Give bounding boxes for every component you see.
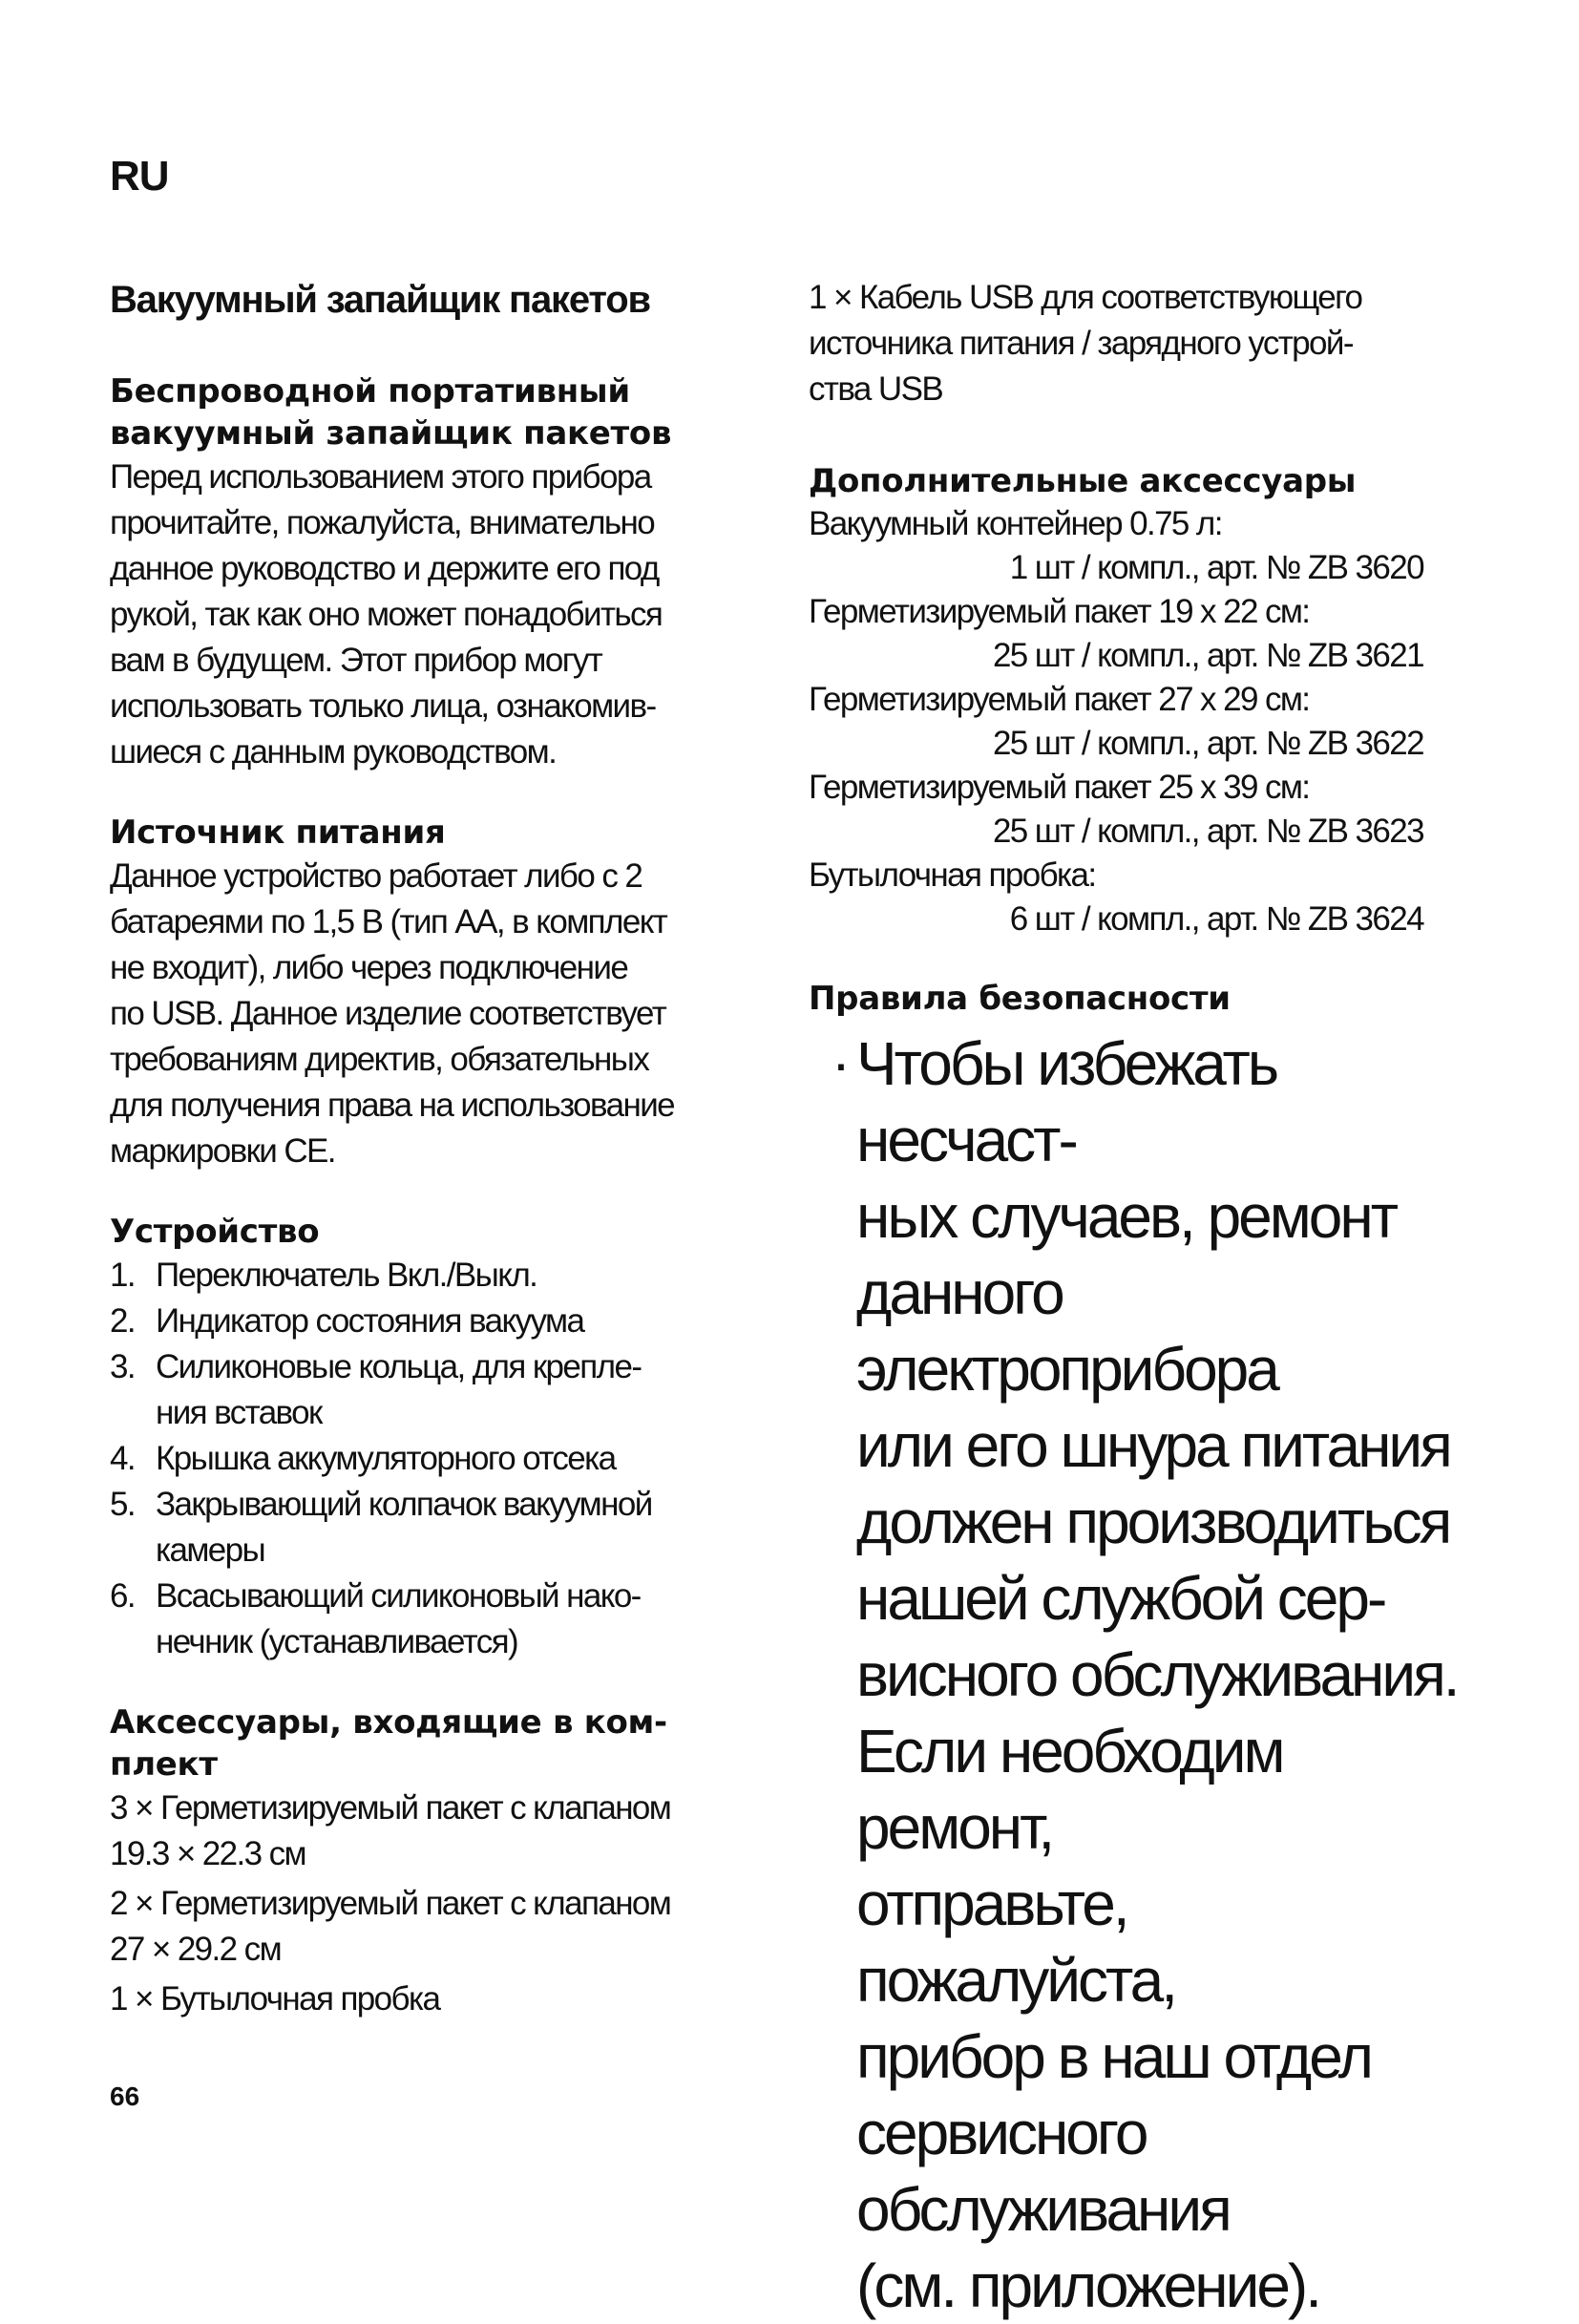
included-item: 2 × Герметизируемый пакет с клапаном 27 × 29.2 см [110,1885,671,1968]
list-item [110,1574,740,1665]
optional-item-detail: 25 шт / компл., арт. № ZB 3622 [992,725,1423,762]
device-heading: Устройство [110,1213,320,1251]
item-text: Индикатор состояния вакуума [156,1302,584,1340]
item-text: Всасывающий силиконовый нако- нечник (устанавливается) [156,1577,641,1660]
device-parts-list [110,1253,740,1665]
optional-item [809,766,1458,854]
optional-item-name: Вакуумный контейнер 0.75 л: [809,505,1222,542]
item-number: 2. [110,1302,135,1340]
safety-note-text: Чтобы избежать несчаст- ных случаев, ремонт данного электроприбора или его шнура питания должен производиться нашей службой сер- висного обслуживания. Если необходим ремонт, отправьте, пожалуйста, прибор в наш отдел сервисного обслуживания (см. приложение). [856,1029,1458,2320]
page-number: 66 [110,2081,140,2111]
included-heading: Аксессуары, входящие в ком- плект [110,1703,667,1784]
optional-item-detail: 1 шт / компл., арт. № ZB 3620 [1009,549,1423,586]
optional-item-name: Бутылочная пробка: [809,856,1096,894]
power-heading: Источник питания [110,813,446,852]
safety-heading: Правила безопасности [809,980,1231,1018]
included-item: 3 × Герметизируемый пакет с клапаном 19.3 × 22.3 см [110,1789,671,1872]
safety-note [809,1025,1458,2324]
optional-item [809,678,1458,766]
page-title: Вакуумный запайщик пакетов [110,279,650,321]
item-text: Переключатель Вкл./Выкл. [156,1257,537,1294]
included-item: 1 × Бутылочная пробка [110,1980,440,2018]
safety-section [809,978,1458,2324]
optional-item-detail: 6 шт / компл., арт. № ZB 3624 [1009,900,1423,938]
intro-section [110,370,740,775]
device-section [110,1211,740,1665]
item-number: 4. [110,1440,135,1477]
right-column [809,277,1458,2324]
list-item [110,1436,740,1482]
item-text: Силиконовые кольца, для крепле- ния вставок [156,1348,642,1431]
power-text: Данное устройство работает либо с 2 батареями по 1,5 В (тип АА, в комплект не входит), либо через подключение по USB. Данное изделие соответствует требованиям директив, обязательных для получения права на использование маркировки CE. [110,857,675,1170]
optional-item [809,854,1458,941]
intro-text: Перед использованием этого прибора прочитайте, пожалуйста, внимательно данное руководство и держите его под рукой, так как оно может понадобиться вам в будущем. Этот прибор могут использовать только лица, ознакомив- шиеся с данным руководством. [110,458,663,771]
item-number: 1. [110,1257,135,1294]
optional-section [809,460,1458,941]
optional-item-detail: 25 шт / компл., арт. № ZB 3623 [992,813,1423,850]
intro-heading: Беспроводной портативный вакуумный запайщик пакетов [110,372,672,453]
list-item [110,1344,740,1436]
optional-heading: Дополнительные аксессуары [809,462,1357,500]
optional-item-name: Герметизируемый пакет 19 x 22 см: [809,593,1310,630]
language-code: RU [110,153,169,200]
list-item [110,1299,740,1344]
item-number: 3. [110,1348,135,1385]
power-section [110,812,740,1174]
item-text: Закрывающий колпачок вакуумной камеры [156,1486,652,1569]
optional-item-name: Герметизируемый пакет 25 x 39 см: [809,769,1310,806]
list-item [110,1482,740,1574]
optional-item [809,590,1458,678]
item-text: Крышка аккумуляторного отсека [156,1440,616,1477]
optional-item [809,502,1458,590]
item-number: 5. [110,1486,135,1523]
item-number: 6. [110,1577,135,1615]
optional-item-detail: 25 шт / компл., арт. № ZB 3621 [992,637,1423,674]
left-column [110,277,740,2022]
included-section [110,1701,740,2022]
optional-item-name: Герметизируемый пакет 27 x 29 см: [809,681,1310,718]
included-item: 1 × Кабель USB для соответствующего источника питания / зарядного устрой- ства USB [809,279,1362,408]
bullet-marker: · [832,1031,851,1095]
list-item [110,1253,740,1299]
